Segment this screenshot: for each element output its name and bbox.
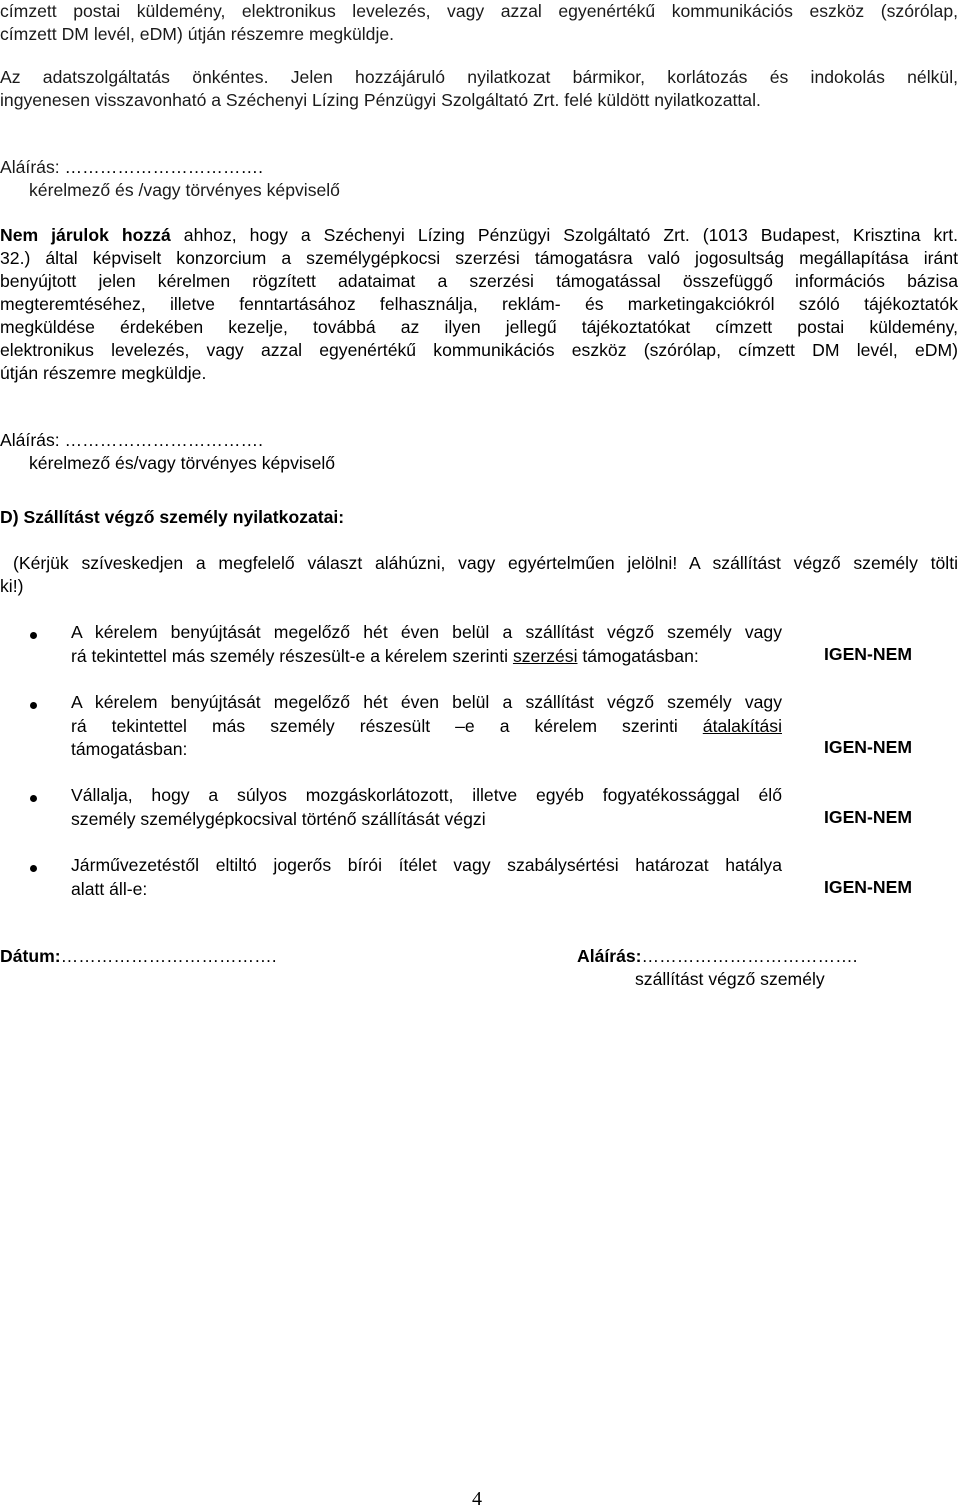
statement-item-2: A kérelem benyújtását megelőző hét éven belül a szállítást végző személy vagy rá tekintettel más személy részesült –e a kérelem szerinti átalakítási támogatásban: [71, 692, 782, 759]
statement-item-4: Járművezetéstől eltiltó jogerős bírói ítélet vagy szabálysértési határozat hatálya alatt áll-e: [71, 855, 782, 899]
answer-igen-nem-4[interactable]: IGEN-NEM [824, 877, 912, 897]
page-number: 4 [472, 1488, 482, 1510]
date-label: Dátum: [0, 946, 61, 966]
intro-p1-line-1: címzett postai küldemény, elektronikus levelezés, vagy azzal egyenértékű kommunikációs eszköz (szórólap, [0, 1, 958, 21]
bullet-icon [30, 702, 37, 709]
intro-paragraph-1 [0, 0, 958, 24]
refusal-line-1: Nem járulok hozzá ahhoz, hogy a Széchenyi Lízing Pénzügyi Szolgáltató Zrt. (1013 Budapest, Krisztina krt. [0, 225, 958, 245]
signature-2-role: kérelmező és/vagy törvényes képviselő [29, 453, 336, 473]
date-dots: ………………………………. [60, 946, 277, 966]
bullet-icon [30, 795, 37, 802]
statement-item-3: Vállalja, hogy a súlyos mozgáskorlátozott, illetve egyéb fogyatékossággal élő személy személygépkocsival történő szállítását végzi [71, 785, 782, 829]
signature-3-role: szállítást végző személy [635, 969, 825, 989]
refusal-bold-lead: Nem járulok hozzá [0, 225, 171, 245]
answer-igen-nem-3[interactable]: IGEN-NEM [824, 807, 912, 827]
signature-2-dots: ……………………………. [64, 430, 263, 450]
signature-3 [577, 945, 858, 969]
refusal-line-6: elektronikus levelezés, vagy azzal egyenértékű kommunikációs eszköz (szórólap, címzett DM levél, eDM) [0, 340, 958, 360]
answer-igen-nem-1[interactable]: IGEN-NEM [824, 644, 912, 664]
section-d-instruction-line-2: ki!) [0, 576, 24, 596]
statement-item-1: A kérelem benyújtását megelőző hét éven belül a szállítást végző személy vagy rá tekintettel más személy részesült-e a kérelem szerinti szerzési támogatásban: [71, 622, 782, 666]
signature-3-dots: ………………………………. [641, 946, 858, 966]
section-d-heading: D) Szállítást végző személy nyilatkozatai: [0, 507, 345, 527]
signature-1 [0, 156, 263, 180]
signature-1-role: kérelmező és /vagy törvényes képviselő [29, 180, 340, 200]
intro-paragraph-2 [0, 66, 958, 90]
refusal-line-4: megteremtéséhez, illetve fenntartásához felhasználja, reklám- és marketingakciókról szóló tájékoztatók [0, 294, 958, 314]
intro-p2-line-1: Az adatszolgáltatás önkéntes. Jelen hozzájáruló nyilatkozat bármikor, korlátozás és indokolás nélkül, [0, 67, 958, 87]
signature-2 [0, 429, 263, 453]
intro-p1-line-2: címzett DM levél, eDM) útján részemre megküldje. [0, 24, 395, 44]
signature-3-label: Aláírás: [577, 946, 642, 966]
signature-1-dots: ……………………………. [64, 157, 263, 177]
bullet-icon [30, 632, 37, 639]
signature-2-label: Aláírás: [0, 430, 60, 450]
bullet-icon [30, 865, 37, 872]
date-field [0, 945, 277, 969]
refusal-line-3: benyújtott jelen kérelmen rögzített adataimat a szerzési támogatással összefüggő információs bázisa [0, 271, 958, 291]
answer-igen-nem-2[interactable]: IGEN-NEM [824, 737, 912, 757]
intro-p2-line-2: ingyenesen visszavonható a Széchenyi Lízing Pénzügyi Szolgáltató Zrt. felé küldött nyilatkozattal. [0, 90, 761, 110]
refusal-line-2: 32.) által képviselt konzorcium a személygépkocsi szerzési támogatásra való jogosultság megállapítása iránt [0, 248, 958, 268]
signature-1-label: Aláírás: [0, 157, 60, 177]
refusal-line-5: megküldése érdekében kezelje, továbbá az ilyen jellegű tájékoztatókat címzett postai küldemény, [0, 317, 958, 337]
refusal-line-7: útján részemre megküldje. [0, 363, 207, 383]
section-d-instruction-line-1: (Kérjük szíveskedjen a megfelelő választ aláhúzni, vagy egyértelműen jelölni! A szállítást végző személy tölti [13, 553, 958, 573]
